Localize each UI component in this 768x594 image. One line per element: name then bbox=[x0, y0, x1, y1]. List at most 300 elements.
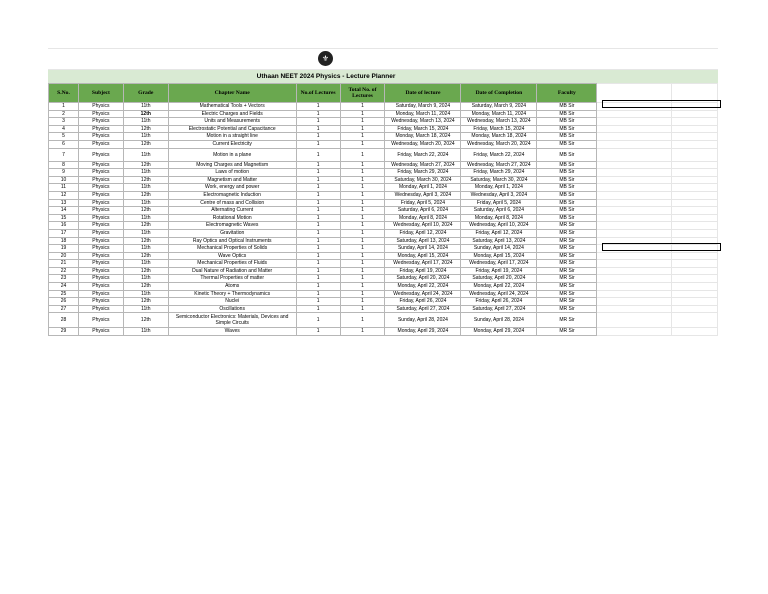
cell-date[interactable]: Monday, April 8, 2024 bbox=[385, 214, 461, 222]
cell-total-lectures[interactable]: 1 bbox=[340, 313, 385, 328]
cell-subject[interactable]: Physics bbox=[78, 118, 123, 126]
cell-completion[interactable]: Wednesday, March 13, 2024 bbox=[461, 118, 537, 126]
empty-cell[interactable] bbox=[597, 191, 672, 199]
empty-cell[interactable] bbox=[672, 290, 718, 298]
cell-faculty[interactable]: MB Sir bbox=[537, 169, 597, 177]
cell-completion[interactable]: Friday, April 19, 2024 bbox=[461, 267, 537, 275]
cell-completion[interactable]: Monday, April 29, 2024 bbox=[461, 328, 537, 336]
cell-subject[interactable]: Physics bbox=[78, 191, 123, 199]
cell-faculty[interactable]: MR Sir bbox=[537, 237, 597, 245]
cell-faculty[interactable]: MR Sir bbox=[537, 328, 597, 336]
cell-total-lectures[interactable]: 1 bbox=[340, 118, 385, 126]
empty-cell[interactable] bbox=[597, 148, 672, 161]
cell-total-lectures[interactable]: 1 bbox=[340, 214, 385, 222]
cell-completion[interactable]: Monday, April 8, 2024 bbox=[461, 214, 537, 222]
cell-chapter[interactable]: Electromagnetic Waves bbox=[168, 222, 296, 230]
cell-faculty[interactable]: MR Sir bbox=[537, 252, 597, 260]
cell-faculty[interactable]: MB Sir bbox=[537, 103, 597, 111]
cell-completion[interactable]: Friday, April 12, 2024 bbox=[461, 229, 537, 237]
cell-sno[interactable]: 29 bbox=[49, 328, 79, 336]
empty-cell[interactable] bbox=[672, 148, 718, 161]
cell-lectures[interactable]: 1 bbox=[296, 245, 340, 253]
cell-subject[interactable]: Physics bbox=[78, 229, 123, 237]
cell-subject[interactable]: Physics bbox=[78, 148, 123, 161]
cell-total-lectures[interactable]: 1 bbox=[340, 290, 385, 298]
cell-date[interactable]: Wednesday, April 3, 2024 bbox=[385, 191, 461, 199]
cell-total-lectures[interactable]: 1 bbox=[340, 260, 385, 268]
cell-faculty[interactable]: MR Sir bbox=[537, 275, 597, 283]
cell-sno[interactable]: 13 bbox=[49, 199, 79, 207]
cell-lectures[interactable]: 1 bbox=[296, 267, 340, 275]
cell-date[interactable]: Friday, March 15, 2024 bbox=[385, 125, 461, 133]
cell-total-lectures[interactable]: 1 bbox=[340, 125, 385, 133]
empty-cell[interactable] bbox=[672, 169, 718, 177]
cell-lectures[interactable]: 1 bbox=[296, 275, 340, 283]
cell-sno[interactable]: 5 bbox=[49, 133, 79, 141]
cell-chapter[interactable]: Magnetism and Matter bbox=[168, 176, 296, 184]
cell-total-lectures[interactable]: 1 bbox=[340, 110, 385, 118]
cell-faculty[interactable]: MR Sir bbox=[537, 283, 597, 291]
cell-faculty[interactable]: MR Sir bbox=[537, 298, 597, 306]
empty-cell[interactable] bbox=[597, 169, 672, 177]
cell-date[interactable]: Friday, April 12, 2024 bbox=[385, 229, 461, 237]
cell-chapter[interactable]: Ray Optics and Optical Instruments bbox=[168, 237, 296, 245]
cell-total-lectures[interactable]: 1 bbox=[340, 267, 385, 275]
empty-cell[interactable] bbox=[597, 298, 672, 306]
cell-chapter[interactable]: Oscillations bbox=[168, 305, 296, 313]
cell-total-lectures[interactable]: 1 bbox=[340, 191, 385, 199]
cell-total-lectures[interactable]: 1 bbox=[340, 222, 385, 230]
cell-completion[interactable]: Wednesday, April 3, 2024 bbox=[461, 191, 537, 199]
cell-chapter[interactable]: Units and Measurements bbox=[168, 118, 296, 126]
cell-date[interactable]: Saturday, April 20, 2024 bbox=[385, 275, 461, 283]
cell-sno[interactable]: 23 bbox=[49, 275, 79, 283]
empty-cell[interactable] bbox=[597, 283, 672, 291]
cell-chapter[interactable]: Electric Charges and Fields bbox=[168, 110, 296, 118]
empty-cell[interactable] bbox=[672, 267, 718, 275]
cell-grade[interactable]: 11th bbox=[123, 118, 168, 126]
cell-sno[interactable]: 1 bbox=[49, 103, 79, 111]
cell-grade[interactable]: 12th bbox=[123, 267, 168, 275]
empty-cell[interactable] bbox=[597, 222, 672, 230]
cell-grade[interactable]: 11th bbox=[123, 260, 168, 268]
empty-cell[interactable] bbox=[672, 207, 718, 215]
cell-grade[interactable]: 12th bbox=[123, 176, 168, 184]
cell-date[interactable]: Wednesday, March 13, 2024 bbox=[385, 118, 461, 126]
cell-total-lectures[interactable]: 1 bbox=[340, 328, 385, 336]
empty-cell[interactable] bbox=[597, 313, 672, 328]
cell-date[interactable]: Monday, April 22, 2024 bbox=[385, 283, 461, 291]
cell-lectures[interactable]: 1 bbox=[296, 298, 340, 306]
cell-lectures[interactable]: 1 bbox=[296, 305, 340, 313]
empty-cell[interactable] bbox=[597, 176, 672, 184]
empty-cell[interactable] bbox=[672, 275, 718, 283]
cell-faculty[interactable]: MR Sir bbox=[537, 290, 597, 298]
cell-date[interactable]: Friday, March 29, 2024 bbox=[385, 169, 461, 177]
cell-date[interactable]: Saturday, March 9, 2024 bbox=[385, 103, 461, 111]
cell-date[interactable]: Sunday, April 14, 2024 bbox=[385, 245, 461, 253]
cell-chapter[interactable]: Motion in a plane bbox=[168, 148, 296, 161]
cell-completion[interactable]: Friday, March 22, 2024 bbox=[461, 148, 537, 161]
cell-grade[interactable]: 12th bbox=[123, 140, 168, 148]
cell-subject[interactable]: Physics bbox=[78, 267, 123, 275]
cell-completion[interactable]: Wednesday, March 20, 2024 bbox=[461, 140, 537, 148]
cell-sno[interactable]: 16 bbox=[49, 222, 79, 230]
cell-grade[interactable]: 11th bbox=[123, 133, 168, 141]
cell-sno[interactable]: 15 bbox=[49, 214, 79, 222]
empty-cell[interactable] bbox=[672, 260, 718, 268]
cell-date[interactable]: Wednesday, March 20, 2024 bbox=[385, 140, 461, 148]
cell-lectures[interactable]: 1 bbox=[296, 191, 340, 199]
cell-grade[interactable]: 12th bbox=[123, 313, 168, 328]
cell-date[interactable]: Wednesday, April 24, 2024 bbox=[385, 290, 461, 298]
cell-lectures[interactable]: 1 bbox=[296, 169, 340, 177]
empty-cell[interactable] bbox=[597, 199, 672, 207]
cell-total-lectures[interactable]: 1 bbox=[340, 133, 385, 141]
cell-completion[interactable]: Saturday, April 27, 2024 bbox=[461, 305, 537, 313]
cell-chapter[interactable]: Nuclei bbox=[168, 298, 296, 306]
cell-grade[interactable]: 11th bbox=[123, 328, 168, 336]
empty-cell[interactable] bbox=[672, 229, 718, 237]
cell-lectures[interactable]: 1 bbox=[296, 222, 340, 230]
cell-grade[interactable]: 12th bbox=[123, 191, 168, 199]
cell-subject[interactable]: Physics bbox=[78, 237, 123, 245]
cell-subject[interactable]: Physics bbox=[78, 283, 123, 291]
cell-date[interactable]: Monday, April 15, 2024 bbox=[385, 252, 461, 260]
cell-subject[interactable]: Physics bbox=[78, 110, 123, 118]
cell-subject[interactable]: Physics bbox=[78, 298, 123, 306]
cell-total-lectures[interactable]: 1 bbox=[340, 199, 385, 207]
cell-sno[interactable]: 17 bbox=[49, 229, 79, 237]
cell-faculty[interactable]: MB Sir bbox=[537, 207, 597, 215]
cell-lectures[interactable]: 1 bbox=[296, 252, 340, 260]
cell-lectures[interactable]: 1 bbox=[296, 313, 340, 328]
cell-date[interactable]: Saturday, April 27, 2024 bbox=[385, 305, 461, 313]
cell-date[interactable]: Friday, April 19, 2024 bbox=[385, 267, 461, 275]
cell-total-lectures[interactable]: 1 bbox=[340, 140, 385, 148]
cell-chapter[interactable]: Moving Charges and Magnetism bbox=[168, 161, 296, 169]
empty-cell[interactable] bbox=[597, 214, 672, 222]
cell-lectures[interactable]: 1 bbox=[296, 199, 340, 207]
cell-subject[interactable]: Physics bbox=[78, 133, 123, 141]
cell-lectures[interactable]: 1 bbox=[296, 207, 340, 215]
empty-cell[interactable] bbox=[597, 252, 672, 260]
cell-date[interactable]: Friday, April 26, 2024 bbox=[385, 298, 461, 306]
cell-subject[interactable]: Physics bbox=[78, 305, 123, 313]
cell-lectures[interactable]: 1 bbox=[296, 161, 340, 169]
cell-sno[interactable]: 9 bbox=[49, 169, 79, 177]
cell-faculty[interactable]: MB Sir bbox=[537, 140, 597, 148]
cell-date[interactable]: Friday, March 22, 2024 bbox=[385, 148, 461, 161]
cell-completion[interactable]: Sunday, April 28, 2024 bbox=[461, 313, 537, 328]
cell-total-lectures[interactable]: 1 bbox=[340, 103, 385, 111]
cell-total-lectures[interactable]: 1 bbox=[340, 229, 385, 237]
cell-grade[interactable]: 11th bbox=[123, 214, 168, 222]
cell-sno[interactable]: 27 bbox=[49, 305, 79, 313]
cell-sno[interactable]: 10 bbox=[49, 176, 79, 184]
cell-date[interactable]: Monday, April 1, 2024 bbox=[385, 184, 461, 192]
cell-completion[interactable]: Saturday, March 30, 2024 bbox=[461, 176, 537, 184]
cell-subject[interactable]: Physics bbox=[78, 313, 123, 328]
cell-chapter[interactable]: Work, energy and power bbox=[168, 184, 296, 192]
cell-completion[interactable]: Monday, April 1, 2024 bbox=[461, 184, 537, 192]
header-chapter[interactable]: Chapter Name bbox=[168, 84, 296, 103]
cell-subject[interactable]: Physics bbox=[78, 275, 123, 283]
cell-chapter[interactable]: Atoms bbox=[168, 283, 296, 291]
header-completion[interactable]: Date of Completion bbox=[461, 84, 537, 103]
cell-faculty[interactable]: MB Sir bbox=[537, 110, 597, 118]
cell-subject[interactable]: Physics bbox=[78, 125, 123, 133]
cell-date[interactable]: Monday, April 29, 2024 bbox=[385, 328, 461, 336]
cell-grade[interactable]: 12th bbox=[123, 161, 168, 169]
empty-cell[interactable] bbox=[597, 125, 672, 133]
cell-grade[interactable]: 12th bbox=[123, 298, 168, 306]
cell-completion[interactable]: Saturday, April 13, 2024 bbox=[461, 237, 537, 245]
empty-cell[interactable] bbox=[672, 313, 718, 328]
header-total-lectures[interactable]: Total No. of Lectures bbox=[340, 84, 385, 103]
cell-lectures[interactable]: 1 bbox=[296, 110, 340, 118]
cell-chapter[interactable]: Electrostatic Potential and Capacitance bbox=[168, 125, 296, 133]
cell-total-lectures[interactable]: 1 bbox=[340, 184, 385, 192]
cell-completion[interactable]: Wednesday, April 10, 2024 bbox=[461, 222, 537, 230]
cell-lectures[interactable]: 1 bbox=[296, 214, 340, 222]
cell-completion[interactable]: Wednesday, April 24, 2024 bbox=[461, 290, 537, 298]
cell-grade[interactable]: 11th bbox=[123, 245, 168, 253]
cell-subject[interactable]: Physics bbox=[78, 176, 123, 184]
empty-cell[interactable] bbox=[597, 140, 672, 148]
cell-grade[interactable]: 11th bbox=[123, 275, 168, 283]
cell-subject[interactable]: Physics bbox=[78, 214, 123, 222]
empty-cell[interactable] bbox=[672, 110, 718, 118]
cell-lectures[interactable]: 1 bbox=[296, 176, 340, 184]
cell-faculty[interactable]: MB Sir bbox=[537, 176, 597, 184]
empty-cell[interactable] bbox=[597, 110, 672, 118]
cell-completion[interactable]: Monday, April 15, 2024 bbox=[461, 252, 537, 260]
cell-chapter[interactable]: Dual Nature of Radiation and Matter bbox=[168, 267, 296, 275]
cell-date[interactable]: Wednesday, April 10, 2024 bbox=[385, 222, 461, 230]
empty-cell[interactable] bbox=[597, 328, 672, 336]
cell-grade[interactable]: 11th bbox=[123, 229, 168, 237]
cell-total-lectures[interactable]: 1 bbox=[340, 237, 385, 245]
cell-subject[interactable]: Physics bbox=[78, 184, 123, 192]
header-grade[interactable]: Grade bbox=[123, 84, 168, 103]
cell-completion[interactable]: Saturday, April 20, 2024 bbox=[461, 275, 537, 283]
cell-sno[interactable]: 4 bbox=[49, 125, 79, 133]
cell-total-lectures[interactable]: 1 bbox=[340, 148, 385, 161]
cell-chapter[interactable]: Current Electricity bbox=[168, 140, 296, 148]
cell-lectures[interactable]: 1 bbox=[296, 229, 340, 237]
cell-faculty[interactable]: MB Sir bbox=[537, 133, 597, 141]
cell-lectures[interactable]: 1 bbox=[296, 283, 340, 291]
empty-cell[interactable] bbox=[597, 229, 672, 237]
empty-cell[interactable] bbox=[672, 214, 718, 222]
empty-cell[interactable] bbox=[672, 118, 718, 126]
cell-date[interactable]: Saturday, March 30, 2024 bbox=[385, 176, 461, 184]
cell-grade[interactable]: 11th bbox=[123, 103, 168, 111]
cell-chapter[interactable]: Electromagnetic Induction bbox=[168, 191, 296, 199]
cell-grade[interactable]: 12th bbox=[123, 222, 168, 230]
cell-chapter[interactable]: Motion in a straight line bbox=[168, 133, 296, 141]
cell-faculty[interactable]: MB Sir bbox=[537, 184, 597, 192]
cell-total-lectures[interactable]: 1 bbox=[340, 161, 385, 169]
cell-chapter[interactable]: Semiconductor Electronics: Materials, Devices and Simple Circuits bbox=[168, 313, 296, 328]
empty-cell[interactable] bbox=[672, 191, 718, 199]
cell-faculty[interactable]: MB Sir bbox=[537, 118, 597, 126]
cell-sno[interactable]: 22 bbox=[49, 267, 79, 275]
cell-total-lectures[interactable]: 1 bbox=[340, 207, 385, 215]
cell-lectures[interactable]: 1 bbox=[296, 237, 340, 245]
cell-date[interactable]: Saturday, April 6, 2024 bbox=[385, 207, 461, 215]
cell-sno[interactable]: 21 bbox=[49, 260, 79, 268]
cell-chapter[interactable]: Wave Optics bbox=[168, 252, 296, 260]
cell-completion[interactable]: Wednesday, April 17, 2024 bbox=[461, 260, 537, 268]
cell-faculty[interactable]: MB Sir bbox=[537, 161, 597, 169]
cell-date[interactable]: Saturday, April 13, 2024 bbox=[385, 237, 461, 245]
selected-cell-outline[interactable] bbox=[602, 100, 721, 108]
cell-lectures[interactable]: 1 bbox=[296, 260, 340, 268]
cell-sno[interactable]: 19 bbox=[49, 245, 79, 253]
empty-cell[interactable] bbox=[672, 125, 718, 133]
empty-cell[interactable] bbox=[672, 140, 718, 148]
cell-chapter[interactable]: Centre of mass and Collision bbox=[168, 199, 296, 207]
empty-cell[interactable] bbox=[597, 133, 672, 141]
cell-lectures[interactable]: 1 bbox=[296, 118, 340, 126]
cell-sno[interactable]: 14 bbox=[49, 207, 79, 215]
cell-grade[interactable]: 11th bbox=[123, 148, 168, 161]
cell-chapter[interactable]: Alternating Current bbox=[168, 207, 296, 215]
header-lectures[interactable]: No.of Lectures bbox=[296, 84, 340, 103]
cell-subject[interactable]: Physics bbox=[78, 140, 123, 148]
cell-chapter[interactable]: Waves bbox=[168, 328, 296, 336]
empty-cell[interactable] bbox=[597, 118, 672, 126]
cell-completion[interactable]: Saturday, March 9, 2024 bbox=[461, 103, 537, 111]
header-subject[interactable]: Subject bbox=[78, 84, 123, 103]
cell-sno[interactable]: 11 bbox=[49, 184, 79, 192]
cell-date[interactable]: Friday, April 5, 2024 bbox=[385, 199, 461, 207]
empty-cell[interactable] bbox=[597, 267, 672, 275]
cell-lectures[interactable]: 1 bbox=[296, 148, 340, 161]
cell-sno[interactable]: 25 bbox=[49, 290, 79, 298]
cell-sno[interactable]: 12 bbox=[49, 191, 79, 199]
cell-grade[interactable]: 12th bbox=[123, 125, 168, 133]
empty-cell[interactable] bbox=[597, 305, 672, 313]
cell-faculty[interactable]: MR Sir bbox=[537, 245, 597, 253]
cell-date[interactable]: Wednesday, April 17, 2024 bbox=[385, 260, 461, 268]
cell-completion[interactable]: Wednesday, March 27, 2024 bbox=[461, 161, 537, 169]
cell-lectures[interactable]: 1 bbox=[296, 290, 340, 298]
cell-completion[interactable]: Friday, April 26, 2024 bbox=[461, 298, 537, 306]
cell-date[interactable]: Monday, March 11, 2024 bbox=[385, 110, 461, 118]
cell-sno[interactable]: 2 bbox=[49, 110, 79, 118]
cell-date[interactable]: Wednesday, March 27, 2024 bbox=[385, 161, 461, 169]
empty-cell[interactable] bbox=[672, 252, 718, 260]
cell-sno[interactable]: 20 bbox=[49, 252, 79, 260]
cell-faculty[interactable]: MB Sir bbox=[537, 199, 597, 207]
cell-subject[interactable]: Physics bbox=[78, 207, 123, 215]
cell-sno[interactable]: 26 bbox=[49, 298, 79, 306]
header-faculty[interactable]: Faculty bbox=[537, 84, 597, 103]
cell-faculty[interactable]: MB Sir bbox=[537, 191, 597, 199]
cell-total-lectures[interactable]: 1 bbox=[340, 275, 385, 283]
cell-grade[interactable]: 11th bbox=[123, 169, 168, 177]
empty-cell[interactable] bbox=[597, 184, 672, 192]
cell-total-lectures[interactable]: 1 bbox=[340, 252, 385, 260]
empty-cell[interactable] bbox=[597, 207, 672, 215]
cell-total-lectures[interactable]: 1 bbox=[340, 245, 385, 253]
cell-grade[interactable]: 11th bbox=[123, 199, 168, 207]
empty-cell[interactable] bbox=[672, 222, 718, 230]
cell-total-lectures[interactable]: 1 bbox=[340, 176, 385, 184]
cell-faculty[interactable]: MR Sir bbox=[537, 267, 597, 275]
cell-chapter[interactable]: Rotational Motion bbox=[168, 214, 296, 222]
cell-subject[interactable]: Physics bbox=[78, 252, 123, 260]
cell-sno[interactable]: 28 bbox=[49, 313, 79, 328]
cell-total-lectures[interactable]: 1 bbox=[340, 283, 385, 291]
cell-grade[interactable]: 11th bbox=[123, 305, 168, 313]
header-date[interactable]: Date of lecture bbox=[385, 84, 461, 103]
cell-sno[interactable]: 6 bbox=[49, 140, 79, 148]
cell-grade[interactable]: 12th bbox=[123, 110, 168, 118]
cell-lectures[interactable]: 1 bbox=[296, 125, 340, 133]
cell-total-lectures[interactable]: 1 bbox=[340, 169, 385, 177]
cell-chapter[interactable]: Thermal Properties of matter bbox=[168, 275, 296, 283]
cell-grade[interactable]: 12th bbox=[123, 283, 168, 291]
empty-cell[interactable] bbox=[672, 328, 718, 336]
cell-lectures[interactable]: 1 bbox=[296, 103, 340, 111]
cell-total-lectures[interactable]: 1 bbox=[340, 298, 385, 306]
cell-completion[interactable]: Friday, March 15, 2024 bbox=[461, 125, 537, 133]
cell-subject[interactable]: Physics bbox=[78, 222, 123, 230]
empty-cell[interactable] bbox=[597, 275, 672, 283]
cell-faculty[interactable]: MB Sir bbox=[537, 214, 597, 222]
cell-grade[interactable]: 11th bbox=[123, 184, 168, 192]
cell-completion[interactable]: Monday, March 11, 2024 bbox=[461, 110, 537, 118]
cell-lectures[interactable]: 1 bbox=[296, 133, 340, 141]
cell-sno[interactable]: 8 bbox=[49, 161, 79, 169]
empty-cell[interactable] bbox=[672, 283, 718, 291]
empty-cell[interactable] bbox=[672, 298, 718, 306]
header-sno[interactable]: S.No. bbox=[49, 84, 79, 103]
cell-faculty[interactable]: MB Sir bbox=[537, 125, 597, 133]
cell-lectures[interactable]: 1 bbox=[296, 184, 340, 192]
cell-sno[interactable]: 3 bbox=[49, 118, 79, 126]
cell-sno[interactable]: 7 bbox=[49, 148, 79, 161]
cell-completion[interactable]: Sunday, April 14, 2024 bbox=[461, 245, 537, 253]
cell-subject[interactable]: Physics bbox=[78, 260, 123, 268]
cell-subject[interactable]: Physics bbox=[78, 328, 123, 336]
cell-completion[interactable]: Monday, April 22, 2024 bbox=[461, 283, 537, 291]
cell-faculty[interactable]: MR Sir bbox=[537, 260, 597, 268]
empty-cell[interactable] bbox=[672, 176, 718, 184]
empty-cell[interactable] bbox=[672, 305, 718, 313]
cell-subject[interactable]: Physics bbox=[78, 103, 123, 111]
empty-cell[interactable] bbox=[672, 184, 718, 192]
cell-total-lectures[interactable]: 1 bbox=[340, 305, 385, 313]
cell-subject[interactable]: Physics bbox=[78, 290, 123, 298]
empty-cell[interactable] bbox=[597, 260, 672, 268]
cell-grade[interactable]: 12th bbox=[123, 237, 168, 245]
empty-cell[interactable] bbox=[672, 133, 718, 141]
cell-subject[interactable]: Physics bbox=[78, 199, 123, 207]
empty-cell[interactable] bbox=[672, 199, 718, 207]
cell-faculty[interactable]: MR Sir bbox=[537, 229, 597, 237]
cell-chapter[interactable]: Mathematical Tools + Vectors bbox=[168, 103, 296, 111]
cell-subject[interactable]: Physics bbox=[78, 245, 123, 253]
cell-chapter[interactable]: Mechanical Properties of Solids bbox=[168, 245, 296, 253]
selected-cell-outline[interactable] bbox=[602, 243, 721, 251]
cell-faculty[interactable]: MB Sir bbox=[537, 148, 597, 161]
cell-grade[interactable]: 12th bbox=[123, 252, 168, 260]
